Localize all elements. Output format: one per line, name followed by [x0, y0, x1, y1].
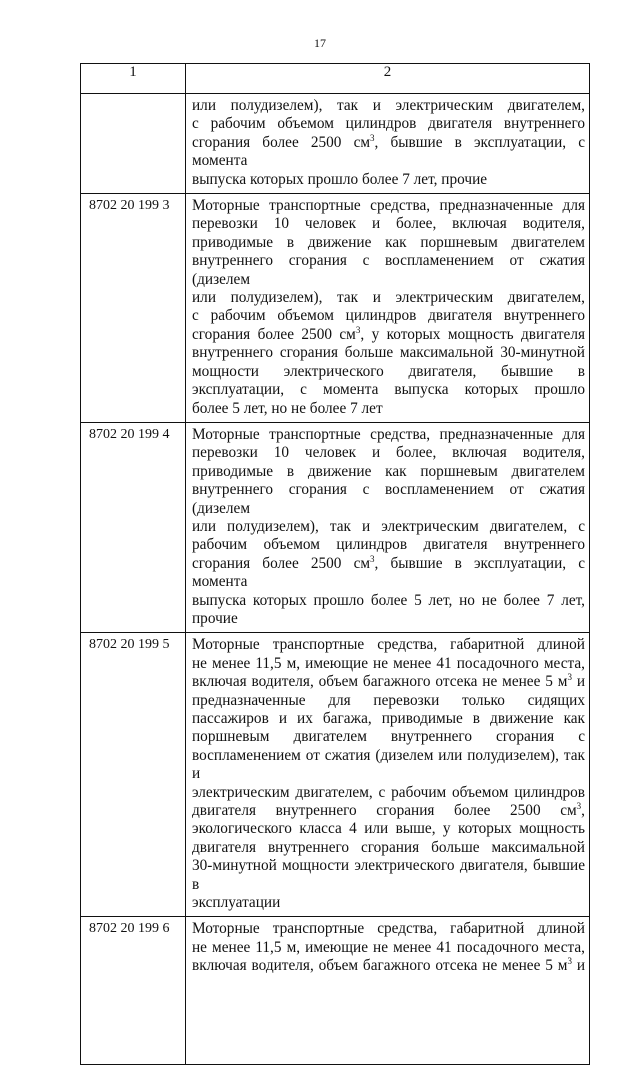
description-line: 30-минутной мощности электрического двигателя, бывшие в [192, 857, 585, 893]
description-line: выпуска которых прошло более 5 лет, но не более 7 лет, [192, 591, 585, 609]
line-part: и [571, 673, 586, 691]
commodity-code: 8702 20 199 5 [81, 633, 186, 917]
description-line: с рабочим объемом цилиндров двигателя внутреннего [192, 115, 585, 133]
commodity-description [186, 917, 590, 1065]
line-part: двигателя внутреннего сгорания более 2500 см [192, 802, 577, 820]
line-part: сгорания более 2500 см [192, 554, 371, 572]
table-row [81, 917, 590, 1065]
table-row [81, 194, 590, 423]
description-line: предназначенные для перевозки только сидящих [192, 691, 585, 709]
description-line: с рабочим объемом цилиндров двигателя внутреннего [192, 307, 585, 325]
description-line: приводимые в движение как поршневым двигателем [192, 462, 585, 480]
line-part: и [571, 957, 586, 975]
superscript: 3 [576, 801, 582, 812]
description-line: внутреннего сгорания больше максимальной 30-минутной [192, 344, 585, 362]
table-header-row [81, 64, 590, 94]
description-line: электрическим двигателем, с рабочим объемом цилиндров [192, 783, 585, 801]
description-line [192, 673, 585, 691]
description-line: приводимые в движение как поршневым двигателем [192, 233, 585, 251]
commodity-description [186, 422, 590, 632]
description-line: эксплуатации [192, 894, 281, 912]
description-line [192, 555, 585, 592]
description-line [192, 326, 585, 344]
commodity-code [81, 94, 186, 194]
column-header-2: 2 [186, 64, 590, 94]
column-header-1: 1 [81, 64, 186, 94]
description-line: Моторные транспортные средства, предназначенные для [192, 197, 585, 215]
description-line: или полудизелем), так и электрическим двигателем, с [192, 517, 585, 535]
superscript: 3 [567, 956, 572, 967]
line-part: включая водителя, объем багажного отсека не менее 5 м [192, 957, 568, 975]
table-row [81, 633, 590, 917]
line-part: , [581, 802, 585, 820]
description-line: Моторные транспортные средства, габаритной длиной [192, 636, 585, 654]
line-part: сгорания более 2500 см [192, 133, 371, 151]
description-line: рабочим объемом цилиндров двигателя внутреннего [192, 536, 585, 554]
description-line: Моторные транспортные средства, габаритной длиной [192, 920, 585, 938]
description-line: не менее 11,5 м, имеющие не менее 41 посадочного места, [192, 938, 585, 956]
description-line: выпуска которых прошло более 7 лет, прочие [192, 170, 488, 188]
superscript: 3 [567, 672, 572, 683]
description-line: мощности электрического двигателя, бывшие в [192, 362, 585, 380]
line-part: включая водителя, объем багажного отсека не менее 5 м [192, 673, 568, 691]
line-part: , у которых мощность двигателя [360, 325, 586, 343]
commodity-description [186, 94, 590, 194]
superscript: 3 [370, 132, 375, 143]
description-line: внутреннего сгорания с воспламенением от сжатия (дизелем [192, 252, 585, 288]
page-number: 17 [314, 36, 326, 50]
tariff-table [80, 63, 590, 1065]
commodity-description [186, 194, 590, 423]
description-line: эксплуатации, с момента выпуска которых прошло [192, 381, 585, 399]
description-line: внутреннего сгорания с воспламенением от сжатия (дизелем [192, 481, 585, 517]
commodity-description [186, 633, 590, 917]
line-part: , бывшие в эксплуатации, с момента [192, 554, 586, 591]
description-line [192, 134, 585, 171]
description-line: пассажиров и их багажа, приводимые в движение как [192, 710, 585, 727]
description-line: не менее 11,5 м, имеющие не менее 41 посадочного места, [192, 654, 585, 672]
description-line: перевозки 10 человек и более, включая водителя, [192, 215, 585, 233]
commodity-code: 8702 20 199 6 [81, 917, 186, 1065]
line-part: сгорания более 2500 см [192, 325, 356, 343]
description-line [192, 802, 585, 820]
table-row [81, 94, 590, 194]
description-line: экологического класса 4 или выше, у которых мощность [192, 820, 585, 838]
description-line: перевозки 10 человек и более, включая водителя, [192, 444, 585, 462]
description-line: более 5 лет, но не более 7 лет [192, 399, 383, 417]
commodity-code: 8702 20 199 3 [81, 194, 186, 423]
description-line: или полудизелем), так и электрическим двигателем, [192, 289, 585, 307]
commodity-code: 8702 20 199 4 [81, 422, 186, 632]
description-line [192, 957, 585, 975]
description-line: воспламенением от сжатия (дизелем или полудизелем), так и [192, 746, 585, 783]
line-part: , бывшие в эксплуатации, с момента [192, 133, 586, 170]
description-line: Моторные транспортные средства, предназначенные для [192, 425, 585, 443]
superscript: 3 [370, 553, 375, 564]
description-line: поршневым двигателем внутреннего сгорания с [192, 728, 585, 746]
superscript: 3 [355, 324, 361, 335]
description-line: или полудизелем), так и электрическим двигателем, [192, 97, 585, 114]
description-line: двигателя внутреннего сгорания больше максимальной [192, 838, 585, 856]
description-line: прочие [192, 609, 238, 627]
table-row [81, 422, 590, 632]
